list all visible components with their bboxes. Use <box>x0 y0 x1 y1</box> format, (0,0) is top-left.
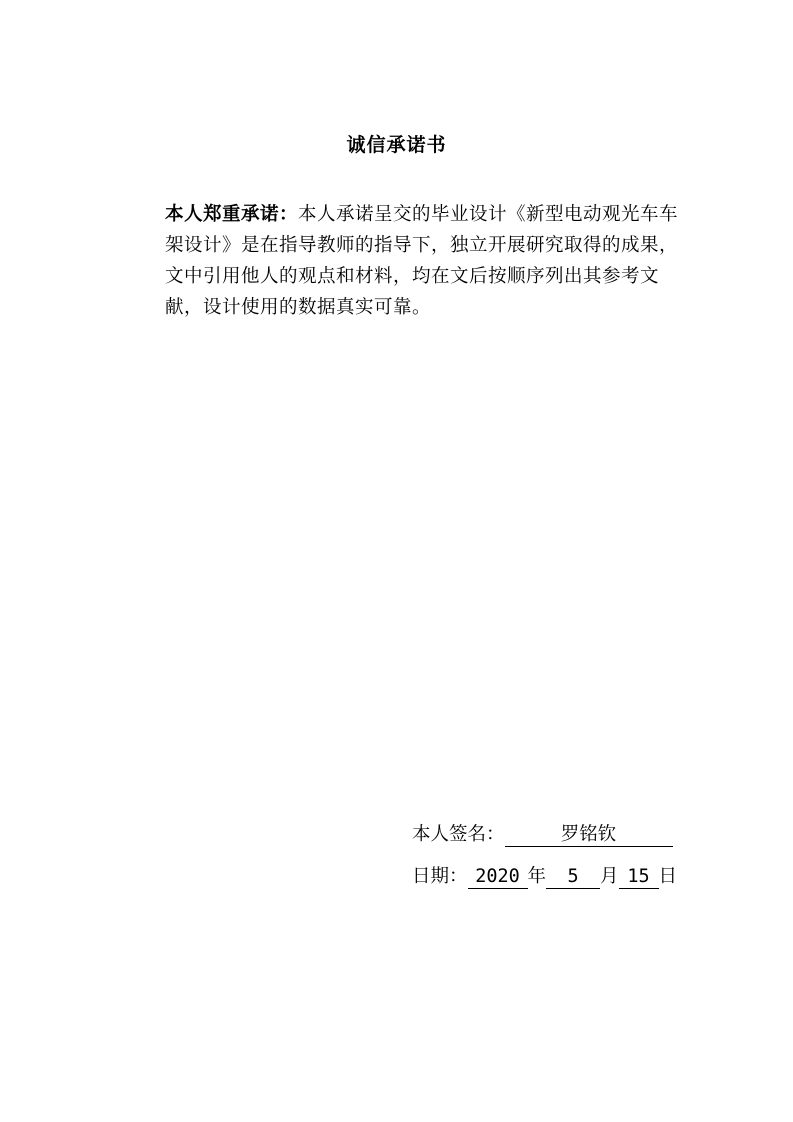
date-month: 5 <box>546 866 600 889</box>
pledge-paragraph <box>165 199 687 323</box>
pledge-lead: 本人郑重承诺： <box>165 204 299 225</box>
date-day-unit: 日 <box>658 866 678 887</box>
date-day: 15 <box>619 866 659 889</box>
pledge-body: 本人承诺呈交的毕业设计《新型电动观光车车架设计》是在指导教师的指导下，独立开展研究取得的成果，文中引用他人的观点和材料，均在文后按顺序列出其参考文献，设计使用的数据真实可靠。 <box>165 204 679 318</box>
date-year: 2020 <box>468 866 528 889</box>
signature-line <box>412 822 673 848</box>
signature-label: 本人签名： <box>412 824 505 845</box>
date-year-unit: 年 <box>527 866 547 887</box>
date-line <box>412 864 677 890</box>
document-title: 诚信承诺书 <box>346 134 447 156</box>
date-label: 日期： <box>412 866 468 887</box>
date-month-unit: 月 <box>600 866 619 887</box>
signature-name: 罗铭钦 <box>505 824 673 847</box>
